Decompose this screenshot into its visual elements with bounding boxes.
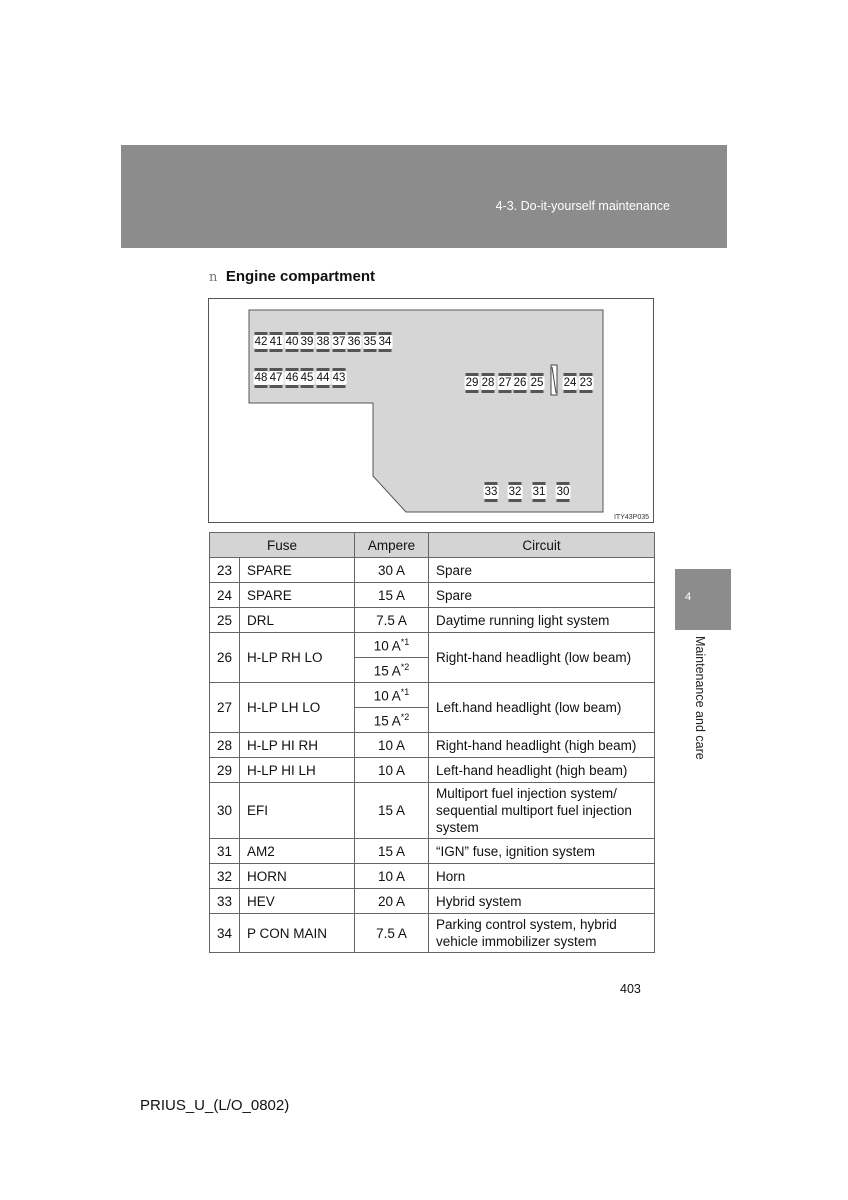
fuse-circuit: Hybrid system (429, 889, 655, 914)
header-circuit: Circuit (429, 533, 655, 558)
fuse-slot-label: 34 (378, 336, 392, 348)
fuse-number: 33 (210, 889, 240, 914)
fuse-name: HEV (240, 889, 355, 914)
fuse-slot-label: 31 (532, 486, 546, 498)
fuse-ampere: 15 A (355, 783, 429, 839)
fuse-number: 29 (210, 758, 240, 783)
header-ampere: Ampere (355, 533, 429, 558)
fuse-slot-label: 39 (300, 336, 314, 348)
fuse-name: DRL (240, 608, 355, 633)
image-code: ITY43P035 (613, 514, 649, 521)
footnote-marker: *1 (400, 686, 410, 697)
fuse-slot-label: 43 (332, 372, 346, 384)
fuse-slot-label: 46 (285, 372, 299, 384)
table-row (210, 864, 655, 889)
fuse-name: AM2 (240, 839, 355, 864)
table-row (210, 583, 655, 608)
fuse-slot-label: 28 (481, 377, 495, 389)
fuse-name: P CON MAIN (240, 914, 355, 953)
fuse-name: H-LP RH LO (240, 633, 355, 683)
fuse-slot-label: 32 (508, 486, 522, 498)
fuse-ampere: 7.5 A (355, 608, 429, 633)
fuse-slot-label: 44 (316, 372, 330, 384)
fuse-slot-label: 24 (563, 377, 577, 389)
page-number: 403 (620, 982, 641, 996)
fuse-slot-label: 45 (300, 372, 314, 384)
fuse-ampere: 20 A (355, 889, 429, 914)
section-heading (209, 268, 375, 286)
chapter-tab (675, 569, 731, 630)
fuse-slot-label: 37 (332, 336, 346, 348)
fuse-slot-label: 35 (363, 336, 377, 348)
fuse-slot-label: 38 (316, 336, 330, 348)
fuse-slot-label: 36 (347, 336, 361, 348)
fuse-table (209, 532, 655, 953)
header-fuse: Fuse (210, 533, 355, 558)
table-row (210, 558, 655, 583)
fuse-circuit: Multiport fuel injection system/ sequential multiport fuel injection system (429, 783, 655, 839)
fuse-slot-label: 40 (285, 336, 299, 348)
table-header-row (210, 533, 655, 558)
fuse-ampere: 10 A (355, 733, 429, 758)
fuse-slot-label: 26 (513, 377, 527, 389)
fuse-ampere: 30 A (355, 558, 429, 583)
header-band (121, 145, 727, 248)
fuse-ampere: 15 A (355, 583, 429, 608)
fuse-slot-label: 41 (269, 336, 283, 348)
heading-text: Engine compartment (225, 268, 376, 285)
fuse-number: 23 (210, 558, 240, 583)
fuse-ampere: 15 A (355, 839, 429, 864)
fuse-number: 26 (210, 633, 240, 683)
table-row (210, 914, 655, 953)
fuse-slot-label: 48 (254, 372, 268, 384)
fuse-circuit: Horn (429, 864, 655, 889)
fuse-slot-label: 33 (484, 486, 498, 498)
fuse-circuit: Right-hand headlight (high beam) (429, 733, 655, 758)
fuse-slot-label: 42 (254, 336, 268, 348)
fuse-slot-label: 30 (556, 486, 570, 498)
chapter-number: 4 (685, 591, 692, 603)
fuse-number: 34 (210, 914, 240, 953)
fuse-number: 30 (210, 783, 240, 839)
fuse-circuit: Right-hand headlight (low beam) (429, 633, 655, 683)
document-code: PRIUS_U_(L/O_0802) (140, 1097, 290, 1114)
fuse-ampere: 10 $A^{*1}$ (355, 633, 429, 658)
fuse-ampere: 15 $A^{*2}$ (355, 708, 429, 733)
table-row (210, 839, 655, 864)
fuse-circuit: Spare (429, 558, 655, 583)
fuse-number: 24 (210, 583, 240, 608)
fuse-name: EFI (240, 783, 355, 839)
fuse-slot-label: 23 (579, 377, 593, 389)
table-row (210, 783, 655, 839)
fuse-name: HORN (240, 864, 355, 889)
footnote-marker: *1 (400, 636, 410, 647)
fuse-circuit: Spare (429, 583, 655, 608)
footnote-marker: *2 (400, 661, 410, 672)
fuse-ampere: 15 $A^{*2}$ (355, 658, 429, 683)
chapter-label: Maintenance and care (693, 636, 707, 760)
fuse-name: SPARE (240, 558, 355, 583)
table-row (210, 683, 655, 708)
fuse-name: H-LP HI RH (240, 733, 355, 758)
fuse-circuit: Daytime running light system (429, 608, 655, 633)
bullet-icon: n (209, 270, 218, 285)
fuse-ampere: 10 A (355, 758, 429, 783)
fuse-slot-label: 29 (465, 377, 479, 389)
fuse-number: 27 (210, 683, 240, 733)
fuse-ampere: 10 A (355, 864, 429, 889)
fuse-box-diagram (208, 298, 654, 523)
fuse-slot-label: 47 (269, 372, 283, 384)
fuse-number: 32 (210, 864, 240, 889)
fuse-slot-label: 25 (530, 377, 544, 389)
fuse-number: 28 (210, 733, 240, 758)
fuse-name: SPARE (240, 583, 355, 608)
fuse-circuit: Left-hand headlight (high beam) (429, 758, 655, 783)
table-row (210, 889, 655, 914)
fuse-number: 31 (210, 839, 240, 864)
table-row (210, 733, 655, 758)
fuse-circuit: Parking control system, hybrid vehicle immobilizer system (429, 914, 655, 953)
fuse-ampere: 10 $A^{*1}$ (355, 683, 429, 708)
section-title: 4-3. Do-it-yourself maintenance (495, 199, 670, 213)
table-row (210, 633, 655, 658)
fuse-slot-label: 27 (498, 377, 512, 389)
fuse-number: 25 (210, 608, 240, 633)
fuse-name: H-LP HI LH (240, 758, 355, 783)
fuse-ampere: 7.5 A (355, 914, 429, 953)
fuse-circuit: “IGN” fuse, ignition system (429, 839, 655, 864)
table-row (210, 758, 655, 783)
footnote-marker: *2 (400, 711, 410, 722)
fuse-circuit: Left.hand headlight (low beam) (429, 683, 655, 733)
table-row (210, 608, 655, 633)
fuse-name: H-LP LH LO (240, 683, 355, 733)
